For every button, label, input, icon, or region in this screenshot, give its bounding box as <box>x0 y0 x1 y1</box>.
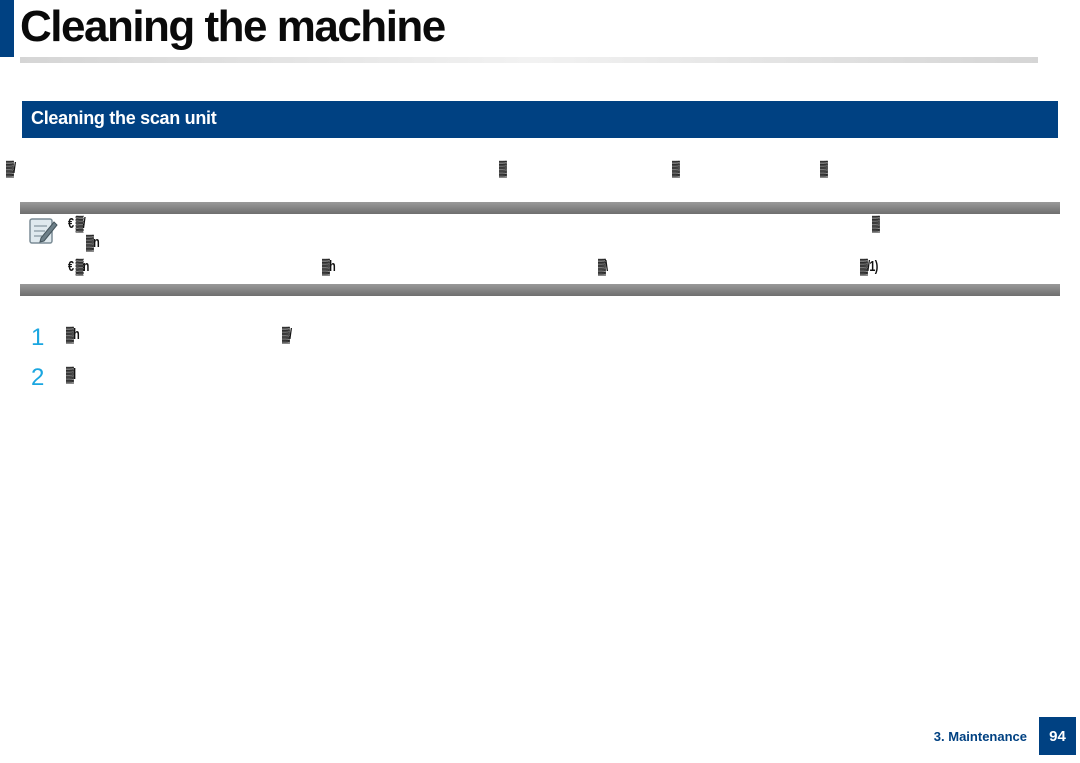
note-fragment: ▓\ <box>598 258 608 275</box>
intro-fragment: ▓/ <box>6 160 16 177</box>
section-title: Cleaning the scan unit <box>31 108 217 128</box>
note-fragment: € ▓n <box>68 258 89 275</box>
step-fragment: ▓h <box>66 326 80 343</box>
note-fragment: ▓/1) <box>860 258 878 275</box>
step-fragment: ▓/ <box>282 326 292 343</box>
note-pencil-icon <box>27 214 59 246</box>
intro-fragment: ▓ <box>672 160 680 177</box>
note-fragment: ▓n <box>86 234 100 251</box>
intro-fragment: ▓ <box>499 160 507 177</box>
step-fragment: ▓l <box>66 366 76 383</box>
intro-fragment: ▓ <box>820 160 828 177</box>
note-bottom-bar <box>20 284 1060 296</box>
note-fragment: ▓h <box>322 258 336 275</box>
page-title: Cleaning the machine <box>20 2 445 51</box>
title-divider <box>20 57 1038 63</box>
step-number: 2 <box>31 364 45 391</box>
page-number-badge: 94 <box>1039 717 1076 755</box>
title-accent-bar <box>0 0 14 57</box>
note-fragment: € ▓/ <box>68 215 86 232</box>
footer-chapter-label: 3. Maintenance <box>933 729 1027 744</box>
note-fragment: ▓ <box>872 215 880 232</box>
note-top-bar <box>20 202 1060 214</box>
section-header <box>22 101 1058 138</box>
step-number: 1 <box>31 324 45 351</box>
